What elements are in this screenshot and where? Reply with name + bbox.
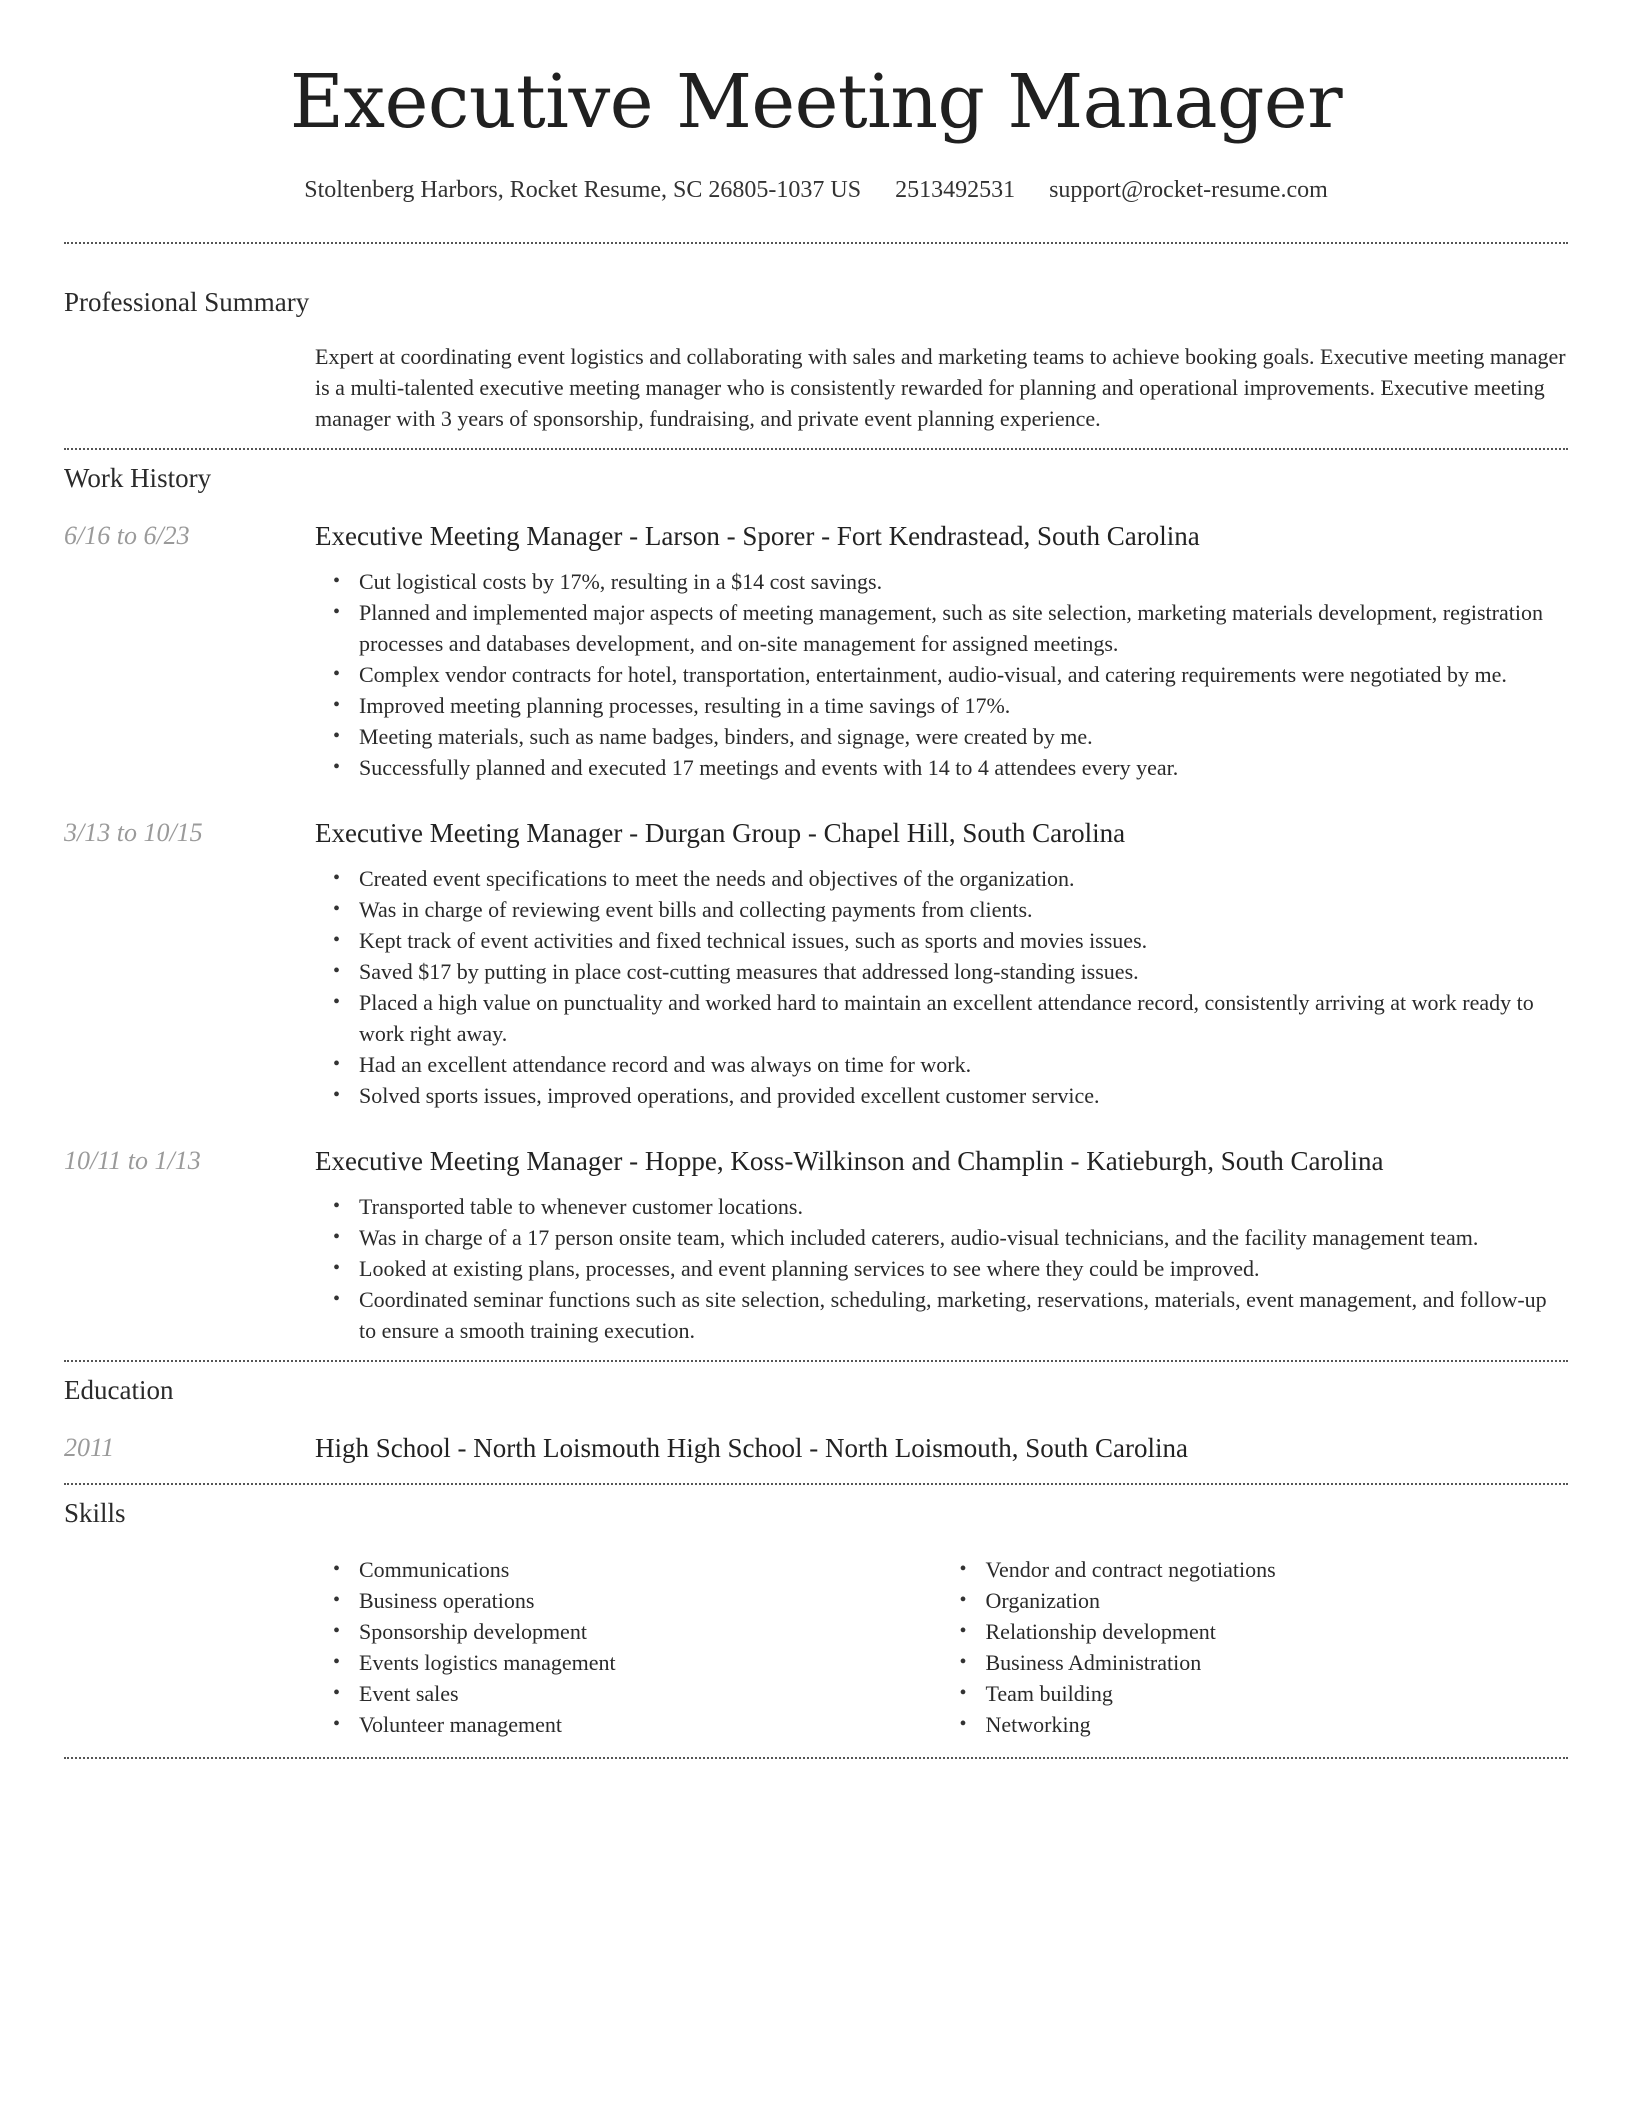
skill-item: • Sponsorship development xyxy=(359,1616,942,1647)
job-entry xyxy=(64,518,1568,783)
skill-item: • Vendor and contract negotiations xyxy=(986,1554,1569,1585)
section-divider xyxy=(64,448,1568,450)
job-title: Executive Meeting Manager - Durgan Group - Chapel Hill, South Carolina xyxy=(315,818,1126,848)
contact-phone: 2513492531 xyxy=(895,177,1016,203)
job-dates: 6/16 to 6/23 xyxy=(64,521,190,550)
skills-columns xyxy=(315,1554,1568,1740)
job-bullet: • Was in charge of reviewing event bills and collecting payments from clients. xyxy=(359,894,1568,925)
skill-item: • Communications xyxy=(359,1554,942,1585)
section-title-education: Education xyxy=(64,1375,174,1405)
education-title: High School - North Loismouth High School - North Loismouth, South Carolina xyxy=(315,1433,1188,1463)
section-divider xyxy=(64,1360,1568,1362)
job-bullet: • Kept track of event activities and fixed technical issues, such as sports and movies issues. xyxy=(359,925,1568,956)
job-bullet: • Planned and implemented major aspects of meeting management, such as site selection, marketing materials development, registration processes and databases development, and on-site management for assigned meetings. xyxy=(359,597,1568,659)
contact-address: Stoltenberg Harbors, Rocket Resume, SC 26805-1037 US xyxy=(304,177,862,203)
contact-line xyxy=(64,172,1568,208)
work-history-section xyxy=(64,463,1568,1346)
section-divider xyxy=(64,242,1568,244)
job-bullets xyxy=(315,1191,1568,1346)
summary-text: Expert at coordinating event logistics and collaborating with sales and marketing teams to achieve booking goals. Executive meeting manager is a multi-talented executive meeting manager who is consistently rewarded for planning and operational improvements. Executive meeting manager with 3 years of sponsorship, fundraising, and private event planning experience. xyxy=(315,344,1566,431)
job-bullet: • Improved meeting planning processes, resulting in a time savings of 17%. xyxy=(359,690,1568,721)
job-bullets xyxy=(315,863,1568,1111)
skill-item: • Relationship development xyxy=(986,1616,1569,1647)
job-bullet: • Coordinated seminar functions such as site selection, scheduling, marketing, reservations, materials, event management, and follow-up to ensure a smooth training execution. xyxy=(359,1284,1568,1346)
skills-section xyxy=(64,1498,1568,1740)
job-bullet: • Placed a high value on punctuality and worked hard to maintain an excellent attendance record, consistently arriving at work ready to work right away. xyxy=(359,987,1568,1049)
skill-item: • Business Administration xyxy=(986,1647,1569,1678)
skills-list-right xyxy=(942,1554,1569,1740)
job-bullet: • Looked at existing plans, processes, and event planning services to see where they could be improved. xyxy=(359,1253,1568,1284)
skill-item: • Organization xyxy=(986,1585,1569,1616)
section-title-skills: Skills xyxy=(64,1498,126,1528)
section-divider xyxy=(64,1483,1568,1485)
job-bullet: • Complex vendor contracts for hotel, transportation, entertainment, audio-visual, and catering requirements were negotiated by me. xyxy=(359,659,1568,690)
job-bullet: • Meeting materials, such as name badges, binders, and signage, were created by me. xyxy=(359,721,1568,752)
job-bullet: • Successfully planned and executed 17 meetings and events with 14 to 4 attendees every year. xyxy=(359,752,1568,783)
education-year: 2011 xyxy=(64,1433,115,1462)
job-bullets xyxy=(315,566,1568,783)
skill-item: • Business operations xyxy=(359,1585,942,1616)
skill-item: • Team building xyxy=(986,1678,1569,1709)
job-bullet: • Transported table to whenever customer locations. xyxy=(359,1191,1568,1222)
job-bullet: • Created event specifications to meet the needs and objectives of the organization. xyxy=(359,863,1568,894)
skill-item: • Volunteer management xyxy=(359,1709,942,1740)
skill-item: • Events logistics management xyxy=(359,1647,942,1678)
professional-summary-section xyxy=(64,287,1568,434)
section-title-summary: Professional Summary xyxy=(64,287,310,317)
section-divider xyxy=(64,1757,1568,1759)
job-bullet: • Solved sports issues, improved operations, and provided excellent customer service. xyxy=(359,1080,1568,1111)
job-entry xyxy=(64,1143,1568,1346)
skill-item: • Networking xyxy=(986,1709,1569,1740)
job-dates: 10/11 to 1/13 xyxy=(64,1146,201,1175)
job-entry xyxy=(64,815,1568,1111)
skill-item: • Event sales xyxy=(359,1678,942,1709)
education-entry xyxy=(64,1430,1568,1466)
resume-page xyxy=(64,0,1568,1759)
contact-email: support@rocket-resume.com xyxy=(1049,177,1328,203)
job-dates: 3/13 to 10/15 xyxy=(64,818,203,847)
resume-name-heading: Executive Meeting Manager xyxy=(289,59,1343,145)
job-title: Executive Meeting Manager - Larson - Sporer - Fort Kendrastead, South Carolina xyxy=(315,521,1200,551)
job-bullet: • Had an excellent attendance record and was always on time for work. xyxy=(359,1049,1568,1080)
section-title-work-history: Work History xyxy=(64,463,212,493)
education-section xyxy=(64,1375,1568,1466)
skills-list-left xyxy=(315,1554,942,1740)
job-bullet: • Cut logistical costs by 17%, resulting in a $14 cost savings. xyxy=(359,566,1568,597)
job-bullet: • Saved $17 by putting in place cost-cutting measures that addressed long-standing issues. xyxy=(359,956,1568,987)
job-title: Executive Meeting Manager - Hoppe, Koss-Wilkinson and Champlin - Katieburgh, South Carolina xyxy=(315,1146,1384,1176)
job-bullet: • Was in charge of a 17 person onsite team, which included caterers, audio-visual technicians, and the facility management team. xyxy=(359,1222,1568,1253)
